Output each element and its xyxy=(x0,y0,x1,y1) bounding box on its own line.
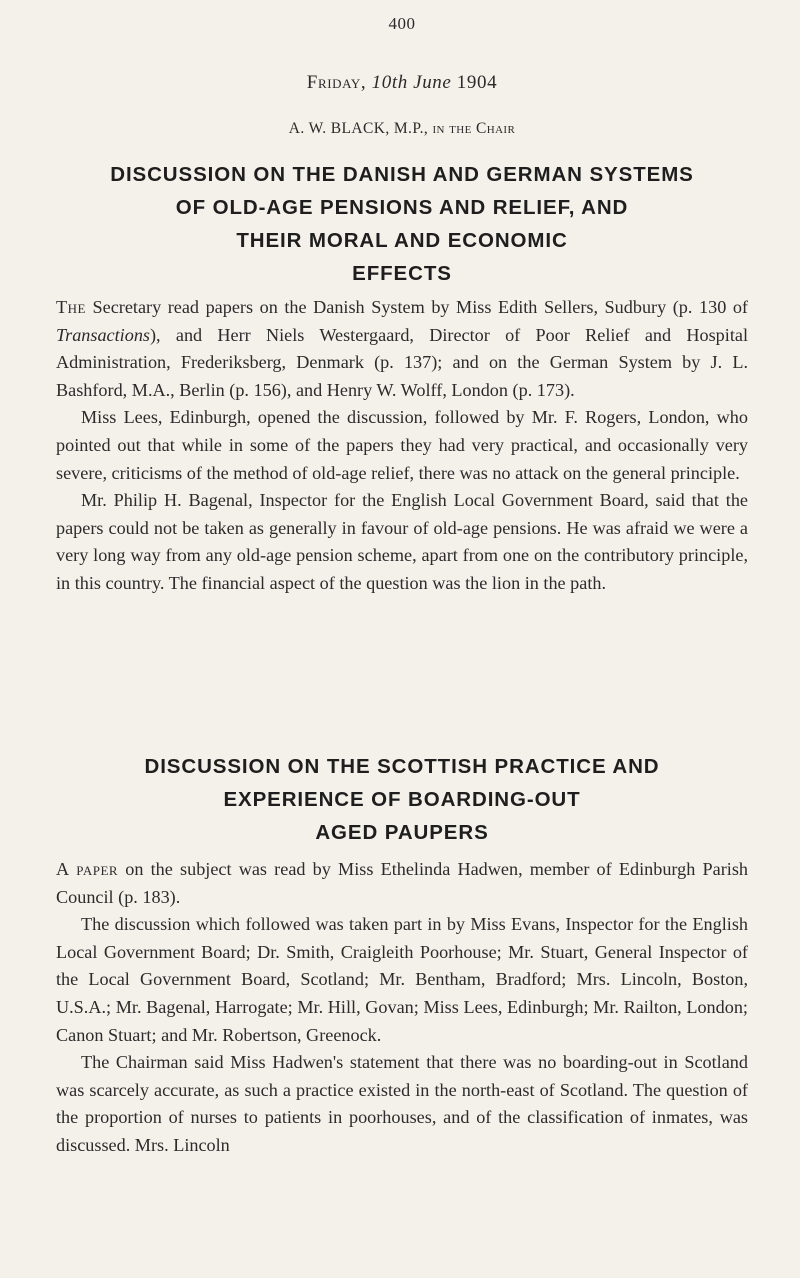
heading-line: EFFECTS xyxy=(352,262,452,285)
paragraph-paper-read: A paper on the subject was read by Miss Ethelinda Hadwen, member of Edinburgh Parish Council (p. 183). xyxy=(56,859,748,907)
heading-line: OF OLD-AGE PENSIONS AND RELIEF, AND xyxy=(175,196,629,219)
chair-name: A. W. BLACK, M.P., xyxy=(288,120,429,137)
dateline-day: Friday, xyxy=(306,72,367,93)
heading-line: DISCUSSION ON THE DANISH AND GERMAN SYSTEMS xyxy=(110,163,694,186)
paragraph-papers-read: The Secretary read papers on the Danish System by Miss Edith Sellers, Sudbury (p. 130 of Transactions), and Herr Niels Westergaard, Director of Poor Relief and Hospital Administration, Frederiksberg, Denmark (p. 137); and on the German System by J. L. Bashford, M.A., Berlin (p. 156), and Henry W. Wolff, London (p. 173). xyxy=(56,297,748,400)
paragraph-discussion-participants: The discussion which followed was taken part in by Miss Evans, Inspector for the English Local Government Board; Dr. Smith, Craigleith Poorhouse; Mr. Stuart, General Inspector of the Local Government Board, Scotland; Mr. Bentham, Bradford; Mrs. Lincoln, Boston, U.S.A.; Mr. Bagenal, Harrogate; Mr. Hill, Govan; Miss Lees, Edinburgh; Mr. Railton, London; Canon Stuart; and Mr. Robertson, Greenock. xyxy=(56,914,748,1045)
chair-suffix: in the Chair xyxy=(432,120,516,137)
meeting-dateline xyxy=(56,72,748,94)
section-body-scottish-practice xyxy=(56,856,748,1160)
chair-line xyxy=(56,120,748,138)
section-heading-danish-german xyxy=(56,158,748,290)
heading-line: EXPERIENCE OF BOARDING-OUT xyxy=(223,788,581,811)
heading-line: DISCUSSION ON THE SCOTTISH PRACTICE AND xyxy=(144,755,660,778)
dateline-date: 10th June xyxy=(371,72,452,93)
lead-word: A paper xyxy=(56,859,119,879)
paragraph-chairman-remarks: The Chairman said Miss Hadwen's statement that there was no boarding-out in Scotland was scarcely accurate, as such a practice existed in the north-east of Scotland. The question of the proportion of nurses to patients in poorhouses, and of the classification of inmates, was discussed. Mrs. Lincoln xyxy=(56,1052,748,1155)
paragraph-miss-lees: Miss Lees, Edinburgh, opened the discussion, followed by Mr. F. Rogers, London, who pointed out that while in some of the papers they had very practical, and occasionally very severe, criticisms of the method of old-age relief, there was no attack on the general principle. xyxy=(56,407,748,483)
page-number: 400 xyxy=(388,14,416,33)
lead-word: The xyxy=(56,297,86,317)
dateline-year: 1904 xyxy=(456,72,498,93)
section-heading-scottish-practice xyxy=(56,750,748,849)
paragraph-mr-bagenal: Mr. Philip H. Bagenal, Inspector for the English Local Government Board, said that the papers could not be taken as generally in favour of old-age pensions. He was afraid we were a very long way from any old-age pension scheme, apart from one on the contributory principle, in this country. The financial aspect of the question was the lion in the path. xyxy=(56,490,748,593)
transactions-citation: Transactions xyxy=(56,324,150,345)
heading-line: THEIR MORAL AND ECONOMIC xyxy=(236,229,568,252)
section-body-danish-german xyxy=(56,294,748,598)
heading-line: AGED PAUPERS xyxy=(315,821,489,844)
